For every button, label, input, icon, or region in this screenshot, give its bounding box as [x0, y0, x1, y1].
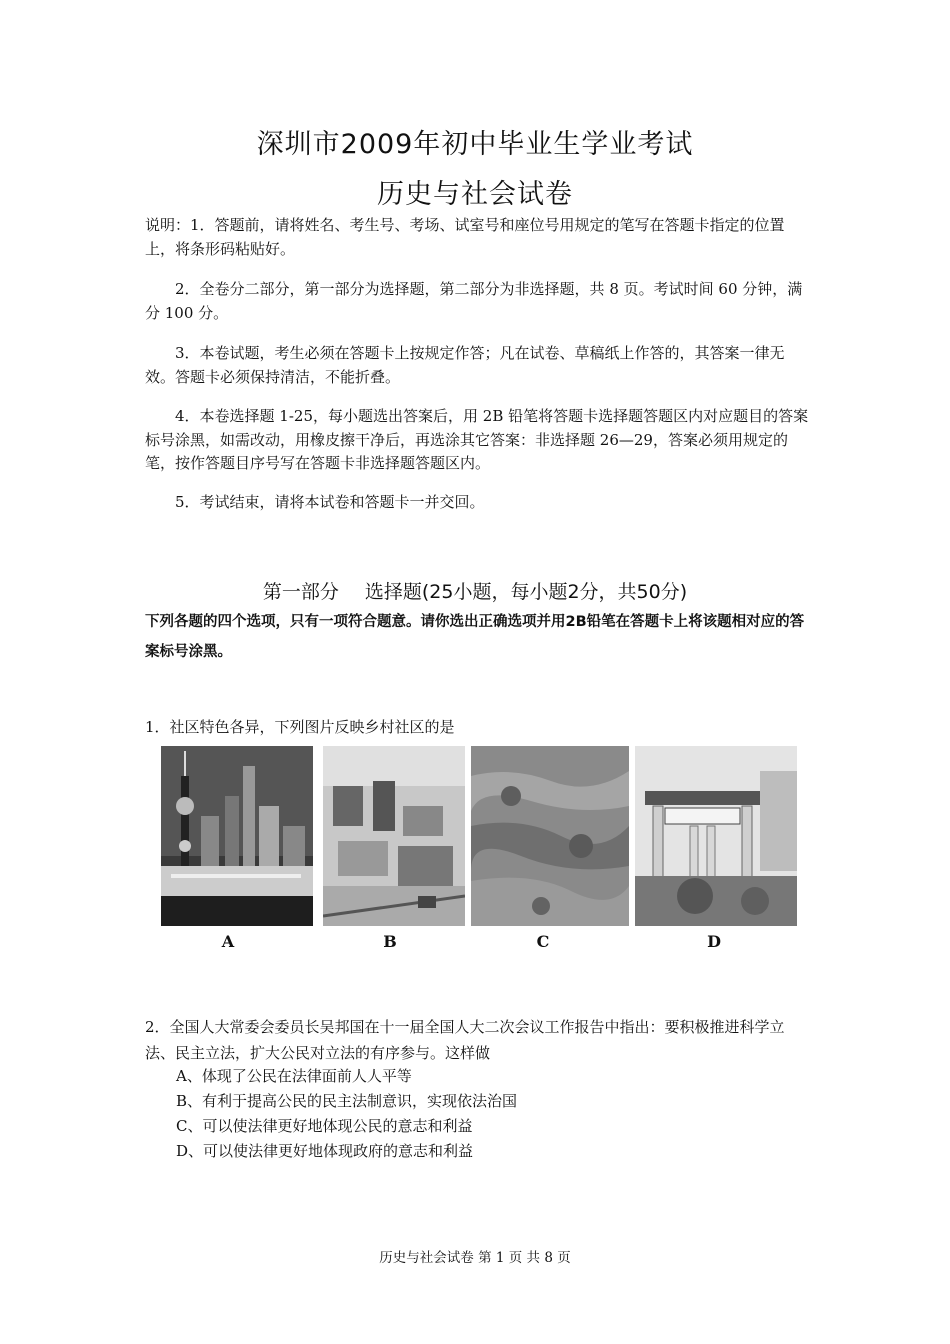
section-title: 选择题(25小题，每小题2分，共50分) — [364, 581, 688, 603]
instruction-1: 说明：1．答题前，请将姓名、考生号、考场、试室号和座位号用规定的笔写在答题卡指定的位置上，将条形码粘贴好。 — [145, 216, 785, 258]
section-description: 下列各题的四个选项，只有一项符合题意。请你选出正确选项并用2B铅笔在答题卡上将该题相对应的答案标号涂黑。 — [145, 614, 805, 660]
question-1-images — [145, 746, 800, 968]
instruction-3: 3．本卷试题，考生必须在答题卡上按规定作答；凡在试卷、草稿纸上作答的，其答案一律无效。答题卡必须保持清洁，不能折叠。 — [145, 344, 785, 386]
instruction-5: 5．考试结束，请将本试卷和答题卡一并交回。 — [175, 493, 485, 511]
instruction-4: 4．本卷选择题 1-25，每小题选出答案后，用 2B 铅笔将答题卡选择题答题区内对应题目的答案标号涂黑，如需改动，用橡皮擦干净后，再选涂其它答案：非选择题 26—29，答案必须用规定的笔，按作答题目序号写在答题卡非选择题答题区内。 — [145, 407, 809, 472]
image-c-rural-fields — [471, 746, 629, 926]
question-1-stem: 1．社区特色各异，下列图片反映乡村社区的是 — [145, 718, 455, 736]
image-label-c: C — [536, 932, 550, 951]
section-heading — [0, 577, 950, 604]
question-2-option-c: C、可以使法律更好地体现公民的意志和利益 — [176, 1117, 473, 1135]
exam-subtitle: 历史与社会试卷 — [377, 179, 573, 210]
instruction-2: 2．全卷分二部分，第一部分为选择题，第二部分为非选择题，共 8 页。考试时间 60 分钟，满分 100 分。 — [145, 280, 803, 322]
page-footer: 历史与社会试卷 第 1 页 共 8 页 — [379, 1250, 571, 1266]
image-label-b: B — [383, 932, 397, 951]
question-2-option-d: D、可以使法律更好地体现政府的意志和利益 — [176, 1142, 474, 1160]
exam-title: 深圳市2009年初中毕业生学业考试 — [256, 129, 694, 160]
section-name: 第一部分 — [262, 581, 339, 603]
image-label-a: A — [221, 932, 235, 951]
question-2-stem: 2．全国人大常委会委员长吴邦国在十一届全国人大二次会议工作报告中指出：要积极推进科学立法、民主立法，扩大公民对立法的有序参与。这样做 — [145, 1018, 785, 1062]
image-label-d: D — [707, 932, 721, 951]
image-b-industrial-area — [323, 746, 465, 926]
image-d-archway-gate — [635, 746, 797, 926]
question-2-option-a: A、体现了公民在法律面前人人平等 — [176, 1067, 412, 1085]
image-a-city-skyline — [161, 746, 313, 926]
question-2-option-b: B、有利于提高公民的民主法制意识，实现依法治国 — [176, 1092, 518, 1110]
